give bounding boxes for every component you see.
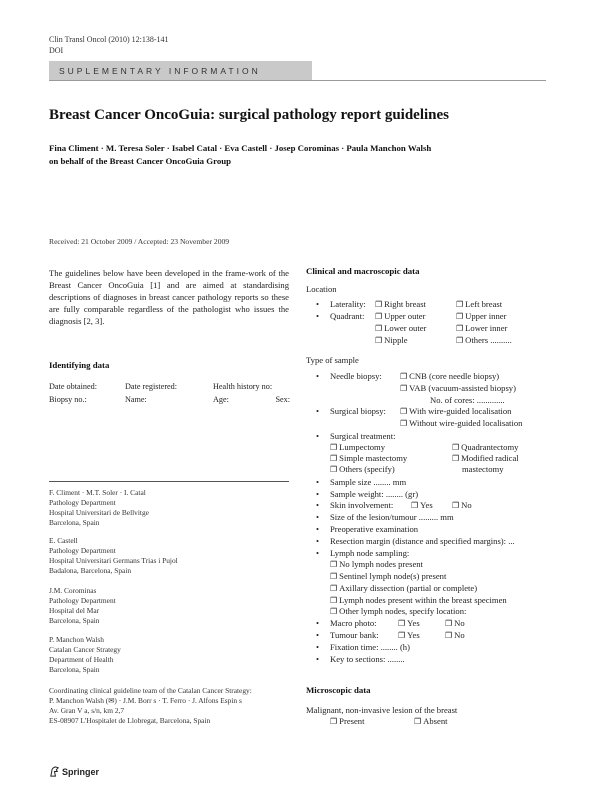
checkbox-icon[interactable]: ❐ xyxy=(330,717,338,726)
bullet-icon: • xyxy=(316,524,320,534)
bullet-icon: • xyxy=(316,431,320,441)
fixation-time-field[interactable]: Fixation time: ........ (h) xyxy=(330,642,410,652)
publisher-name: Springer xyxy=(62,767,100,777)
date-obtained-label: Date obtained: xyxy=(49,382,97,391)
checkbox-icon[interactable]: ❐ xyxy=(330,443,338,452)
sex-label: Sex: xyxy=(275,395,290,404)
macro-no: ❐ No xyxy=(445,618,465,628)
macro-yes: ❐ Yes xyxy=(398,618,420,628)
bullet-icon: • xyxy=(316,477,320,487)
sample-size-field[interactable]: Sample size ........ mm xyxy=(330,477,407,487)
header-rule xyxy=(49,80,546,81)
laterality-label: Laterality: xyxy=(330,299,366,309)
needle-cnb: ❐ CNB (core needle biopsy) xyxy=(400,371,500,381)
checkbox-icon[interactable]: ❐ xyxy=(456,312,464,321)
section-band xyxy=(49,61,312,80)
authors-line-2: on behalf of the Breast Cancer OncoGuia Group xyxy=(49,156,232,166)
lesion-size-field[interactable]: Size of the lesion/tumour ......... mm xyxy=(330,512,454,522)
article-title: Breast Cancer OncoGuia: surgical pathology report guidelines xyxy=(49,107,449,123)
bullet-icon: • xyxy=(316,500,320,510)
checkbox-icon[interactable]: ❐ xyxy=(375,312,383,321)
checkbox-icon[interactable]: ❐ xyxy=(452,443,460,452)
section-band-label: SUPLEMENTARY INFORMATION xyxy=(59,66,261,76)
checkbox-icon[interactable]: ❐ xyxy=(375,324,383,333)
biopsy-no-label: Biopsy no.: xyxy=(49,395,87,404)
checkbox-icon[interactable]: ❐ xyxy=(400,384,408,393)
checkbox-icon[interactable]: ❐ xyxy=(398,631,406,640)
bullet-icon: • xyxy=(316,512,320,522)
microscopic-heading: Microscopic data xyxy=(306,685,371,695)
bullet-icon: • xyxy=(316,618,320,628)
checkbox-icon[interactable]: ❐ xyxy=(330,454,338,463)
checkbox-icon[interactable]: ❐ xyxy=(445,619,453,628)
quadrant-upper-outer: ❐ Upper outer xyxy=(375,311,426,321)
bullet-icon: • xyxy=(316,536,320,546)
skin-yes: ❐ Yes xyxy=(411,500,433,510)
bullet-icon: • xyxy=(316,371,320,381)
needle-vab: ❐ VAB (vacuum-assisted biopsy) xyxy=(400,383,516,393)
lymph-sentinel: ❐ Sentinel lymph node(s) present xyxy=(330,571,447,581)
date-registered-label: Date registered: xyxy=(125,382,178,391)
lymph-none: ❐ No lymph nodes present xyxy=(330,559,423,569)
clinical-heading: Clinical and macroscopic data xyxy=(306,266,420,276)
surgical-without-wire: ❐ Without wire-guided localisation xyxy=(400,418,523,428)
checkbox-icon[interactable]: ❐ xyxy=(456,336,464,345)
checkbox-icon[interactable]: ❐ xyxy=(400,372,408,381)
quadrant-label: Quadrant: xyxy=(330,311,365,321)
checkbox-icon[interactable]: ❐ xyxy=(330,465,338,474)
treatment-simple-mastectomy: ❐ Simple mastectomy xyxy=(330,453,408,463)
treatment-lumpectomy: ❐ Lumpectomy xyxy=(330,442,385,452)
authors-line-1: Fina Climent · M. Teresa Soler · Isabel Catal · Eva Castell · Josep Corominas · Paula Manchon Walsh xyxy=(49,143,432,153)
identifying-heading: Identifying data xyxy=(49,360,110,370)
bullet-icon: • xyxy=(316,654,320,664)
doi: DOI xyxy=(49,46,64,55)
malignant-label: Malignant, non-invasive lesion of the breast xyxy=(306,705,458,715)
checkbox-icon[interactable]: ❐ xyxy=(375,300,383,309)
skin-no: ❐ No xyxy=(452,500,472,510)
springer-horse-icon xyxy=(49,766,60,777)
checkbox-icon[interactable]: ❐ xyxy=(330,607,338,616)
checkbox-icon[interactable]: ❐ xyxy=(414,717,422,726)
name-label: Name: xyxy=(125,395,147,404)
checkbox-icon[interactable]: ❐ xyxy=(330,596,338,605)
quadrant-others: ❐ Others .......... xyxy=(456,335,512,345)
lymph-within-specimen: ❐ Lymph nodes present within the breast specimen xyxy=(330,595,507,605)
bank-yes: ❐ Yes xyxy=(398,630,420,640)
laterality-right: ❐ Right breast xyxy=(375,299,426,309)
checkbox-icon[interactable]: ❐ xyxy=(456,324,464,333)
treatment-others: ❐ Others (specify) xyxy=(330,464,395,474)
quadrant-lower-outer: ❐ Lower outer xyxy=(375,323,427,333)
checkbox-icon[interactable]: ❐ xyxy=(445,631,453,640)
journal-header xyxy=(49,34,169,56)
bullet-icon: • xyxy=(316,489,320,499)
resection-margin-field[interactable]: Resection margin (distance and specified margins): ... xyxy=(330,536,515,546)
lymph-other: ❐ Other lymph nodes, specify location: xyxy=(330,606,467,616)
affiliation-divider xyxy=(49,481,289,482)
quadrant-nipple: ❐ Nipple xyxy=(375,335,408,345)
macro-photo-label: Macro photo: xyxy=(330,618,377,628)
sample-type-label: Type of sample xyxy=(306,355,359,365)
quadrant-upper-inner: ❐ Upper inner xyxy=(456,311,507,321)
health-history-label: Health history no: xyxy=(213,382,273,391)
checkbox-icon[interactable]: ❐ xyxy=(330,572,338,581)
location-label: Location xyxy=(306,284,337,294)
surgical-biopsy-label: Surgical biopsy: xyxy=(330,406,386,416)
bullet-icon: • xyxy=(316,406,320,416)
needle-biopsy-label: Needle biopsy: xyxy=(330,371,382,381)
checkbox-icon[interactable]: ❐ xyxy=(452,454,460,463)
tumour-bank-label: Tumour bank: xyxy=(330,630,379,640)
treatment-mastectomy-cont: mastectomy xyxy=(462,464,504,474)
checkbox-icon[interactable]: ❐ xyxy=(400,407,408,416)
quadrant-lower-inner: ❐ Lower inner xyxy=(456,323,508,333)
surgical-treatment-label: Surgical treatment: xyxy=(330,431,396,441)
malignant-present: ❐ Present xyxy=(330,716,365,726)
skin-involvement-label: Skin involvement: xyxy=(330,500,394,510)
affiliation-3: J.M. Corominas Pathology Department Hospital del Mar Barcelona, Spain xyxy=(49,586,116,625)
intro-paragraph: The guidelines below have been developed in the frame-work of the Breast Cancer OncoGuia [1] and are aimed at standardising descriptions of diagnoses in breast cancer pathology reports so these are fully comparable regardless of the pathologist who issues the diagnosis [2, 3]. xyxy=(49,268,289,326)
laterality-left: ❐ Left breast xyxy=(456,299,503,309)
bank-no: ❐ No xyxy=(445,630,465,640)
checkbox-icon[interactable]: ❐ xyxy=(375,336,383,345)
malignant-absent: ❐ Absent xyxy=(414,716,448,726)
citation: Clin Transl Oncol (2010) 12:138-141 xyxy=(49,35,169,44)
checkbox-icon[interactable]: ❐ xyxy=(330,560,338,569)
publisher-logo xyxy=(49,766,99,777)
checkbox-icon[interactable]: ❐ xyxy=(398,619,406,628)
cores-field[interactable]: No. of cores: ............. xyxy=(430,395,505,405)
checkbox-icon[interactable]: ❐ xyxy=(330,584,338,593)
checkbox-icon[interactable]: ❐ xyxy=(452,501,460,510)
affiliation-coordinating: Coordinating clinical guideline team of the Catalan Cancer Strategy: P. Manchon Walsh (✉) · J.M. Borr s · T. Ferro · J. Alfons Espin s Av. Gran V a, s/n, km 2,7 ES-08907 L'Hospitalet de Llobregat, Barcelona, Spain xyxy=(49,686,252,725)
affiliation-1: F. Climent · M.T. Soler · I. Catal Pathology Department Hospital Universitari de Bellvitge Barcelona, Spain xyxy=(49,488,149,527)
treatment-modified-radical: ❐ Modified radical xyxy=(452,453,519,463)
bullet-icon: • xyxy=(316,642,320,652)
age-label: Age: xyxy=(213,395,229,404)
bullet-icon: • xyxy=(316,630,320,640)
lymph-axillary: ❐ Axillary dissection (partial or complete) xyxy=(330,583,478,593)
bullet-icon: • xyxy=(316,299,320,309)
affiliation-2: E. Castell Pathology Department Hospital Universitari Germans Trias i Pujol Badalona, Barcelona, Spain xyxy=(49,536,178,575)
key-sections-field[interactable]: Key to sections: ........ xyxy=(330,654,405,664)
bullet-icon: • xyxy=(316,311,320,321)
treatment-quadrantectomy: ❐ Quadrantectomy xyxy=(452,442,519,452)
bullet-icon: • xyxy=(316,548,320,558)
checkbox-icon[interactable]: ❐ xyxy=(456,300,464,309)
affiliation-4: P. Manchon Walsh Catalan Cancer Strategy Department of Health Barcelona, Spain xyxy=(49,635,121,674)
received-date: Received: 21 October 2009 / Accepted: 23 November 2009 xyxy=(49,237,230,246)
author-list xyxy=(49,142,431,168)
checkbox-icon[interactable]: ❐ xyxy=(400,419,408,428)
surgical-with-wire: ❐ With wire-guided localisation xyxy=(400,406,512,416)
sample-weight-field[interactable]: Sample weight: ........ (gr) xyxy=(330,489,419,499)
lymph-node-label: Lymph node sampling: xyxy=(330,548,410,558)
checkbox-icon[interactable]: ❐ xyxy=(411,501,419,510)
preop-exam: Preoperative examination xyxy=(330,524,419,534)
